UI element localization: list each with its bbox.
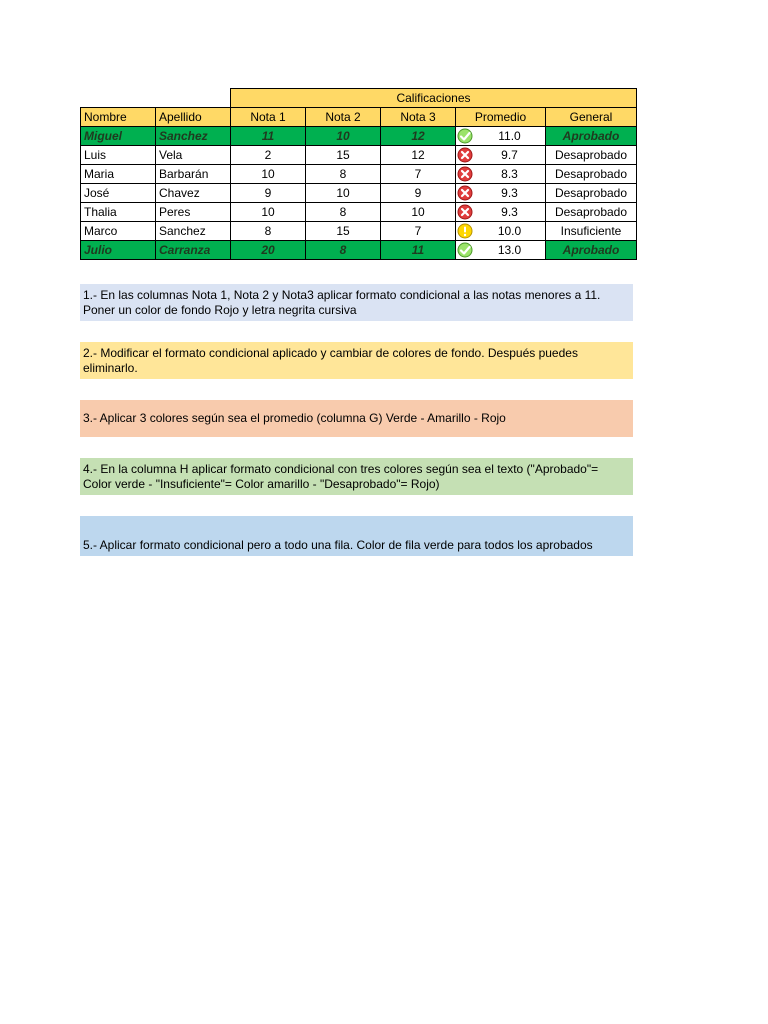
cell-promedio[interactable] [456,165,546,184]
blank-cell [156,89,231,108]
cell-nota1[interactable]: 11 [231,127,306,146]
promedio-value: 8.3 [501,167,518,181]
cell-general[interactable]: Desaprobado [546,184,637,203]
header-nombre[interactable]: Nombre [81,108,156,127]
grades-table [80,88,637,260]
cell-nota2[interactable]: 15 [306,222,381,241]
cell-general[interactable]: Aprobado [546,241,637,260]
cell-nombre[interactable]: Luis [81,146,156,165]
cell-apellido[interactable]: Peres [156,203,231,222]
table-row [81,203,637,222]
cell-nota1[interactable]: 20 [231,241,306,260]
cell-apellido[interactable]: Chavez [156,184,231,203]
cell-promedio[interactable] [456,203,546,222]
cell-nota1[interactable]: 10 [231,165,306,184]
calificaciones-header[interactable]: Calificaciones [231,89,637,108]
instruction-text: 1.- En las columnas Nota 1, Nota 2 y Nota3 aplicar formato condicional a las notas menores a 11. Poner un color de fondo Rojo y letra negrita cursiva [83,287,601,317]
cell-nota3[interactable]: 9 [381,184,456,203]
exclamation-icon [456,222,474,240]
cell-nombre[interactable]: Miguel [81,127,156,146]
group-header-row [81,89,637,108]
cell-apellido[interactable]: Sanchez [156,127,231,146]
cross-icon [456,165,474,183]
cell-promedio[interactable] [456,222,546,241]
header-apellido[interactable]: Apellido [156,108,231,127]
cell-nombre[interactable]: Marco [81,222,156,241]
cell-nota1[interactable]: 9 [231,184,306,203]
cell-nota2[interactable]: 8 [306,203,381,222]
cell-nombre[interactable]: Thalia [81,203,156,222]
cell-nota3[interactable]: 7 [381,165,456,184]
cell-nota2[interactable]: 8 [306,165,381,184]
instruction-1[interactable] [80,284,633,321]
cell-apellido[interactable]: Barbarán [156,165,231,184]
header-promedio[interactable]: Promedio [456,108,546,127]
cell-nombre[interactable]: Julio [81,241,156,260]
cell-nota2[interactable]: 10 [306,127,381,146]
instruction-text: 3.- Aplicar 3 colores según sea el promedio (columna G) Verde - Amarillo - Rojo [83,411,506,425]
cross-icon [456,146,474,164]
cell-nota2[interactable]: 15 [306,146,381,165]
table-row [81,127,637,146]
cell-nota3[interactable]: 12 [381,146,456,165]
cross-icon [456,203,474,221]
cell-general[interactable]: Aprobado [546,127,637,146]
header-general[interactable]: General [546,108,637,127]
promedio-value: 9.3 [501,205,518,219]
promedio-value: 13.0 [497,243,522,257]
table-row [81,165,637,184]
cell-nota3[interactable]: 11 [381,241,456,260]
table-row [81,222,637,241]
cell-general[interactable]: Insuficiente [546,222,637,241]
cell-nombre[interactable]: José [81,184,156,203]
instruction-text: 2.- Modificar el formato condicional aplicado y cambiar de colores de fondo. Después puedes eliminarlo. [83,345,578,375]
cell-general[interactable]: Desaprobado [546,165,637,184]
cell-nota3[interactable]: 7 [381,222,456,241]
table-row [81,241,637,260]
check-icon [456,127,474,145]
cell-nota3[interactable]: 10 [381,203,456,222]
cell-nombre[interactable]: Maria [81,165,156,184]
cell-nota1[interactable]: 8 [231,222,306,241]
instruction-4[interactable] [80,458,633,495]
cell-nota1[interactable]: 2 [231,146,306,165]
cell-apellido[interactable]: Carranza [156,241,231,260]
table-row [81,146,637,165]
cell-promedio[interactable] [456,127,546,146]
header-nota1[interactable]: Nota 1 [231,108,306,127]
instruction-2[interactable] [80,342,633,379]
cell-apellido[interactable]: Sanchez [156,222,231,241]
cell-nota2[interactable]: 10 [306,184,381,203]
instruction-5[interactable] [80,516,633,556]
cell-nota2[interactable]: 8 [306,241,381,260]
cell-general[interactable]: Desaprobado [546,146,637,165]
column-header-row [81,108,637,127]
cell-promedio[interactable] [456,184,546,203]
promedio-value: 9.7 [501,148,518,162]
blank-cell [81,89,156,108]
check-icon [456,241,474,259]
promedio-value: 11.0 [498,129,521,143]
cell-general[interactable]: Desaprobado [546,203,637,222]
cross-icon [456,184,474,202]
header-nota3[interactable]: Nota 3 [381,108,456,127]
instruction-3[interactable] [80,400,633,437]
cell-apellido[interactable]: Vela [156,146,231,165]
cell-nota3[interactable]: 12 [381,127,456,146]
promedio-value: 9.3 [501,186,518,200]
instruction-text: 4.- En la columna H aplicar formato condicional con tres colores según sea el texto ("Aprobado"= Color verde - "Insuficiente"= Color amarillo - "Desaprobado"= Rojo) [83,461,599,491]
instruction-text: 5.- Aplicar formato condicional pero a todo una fila. Color de fila verde para todos los aprobados [83,538,593,552]
promedio-value: 10.0 [497,224,522,238]
cell-promedio[interactable] [456,241,546,260]
table-row [81,184,637,203]
header-nota2[interactable]: Nota 2 [306,108,381,127]
grades-sheet [80,88,637,260]
cell-nota1[interactable]: 10 [231,203,306,222]
cell-promedio[interactable] [456,146,546,165]
